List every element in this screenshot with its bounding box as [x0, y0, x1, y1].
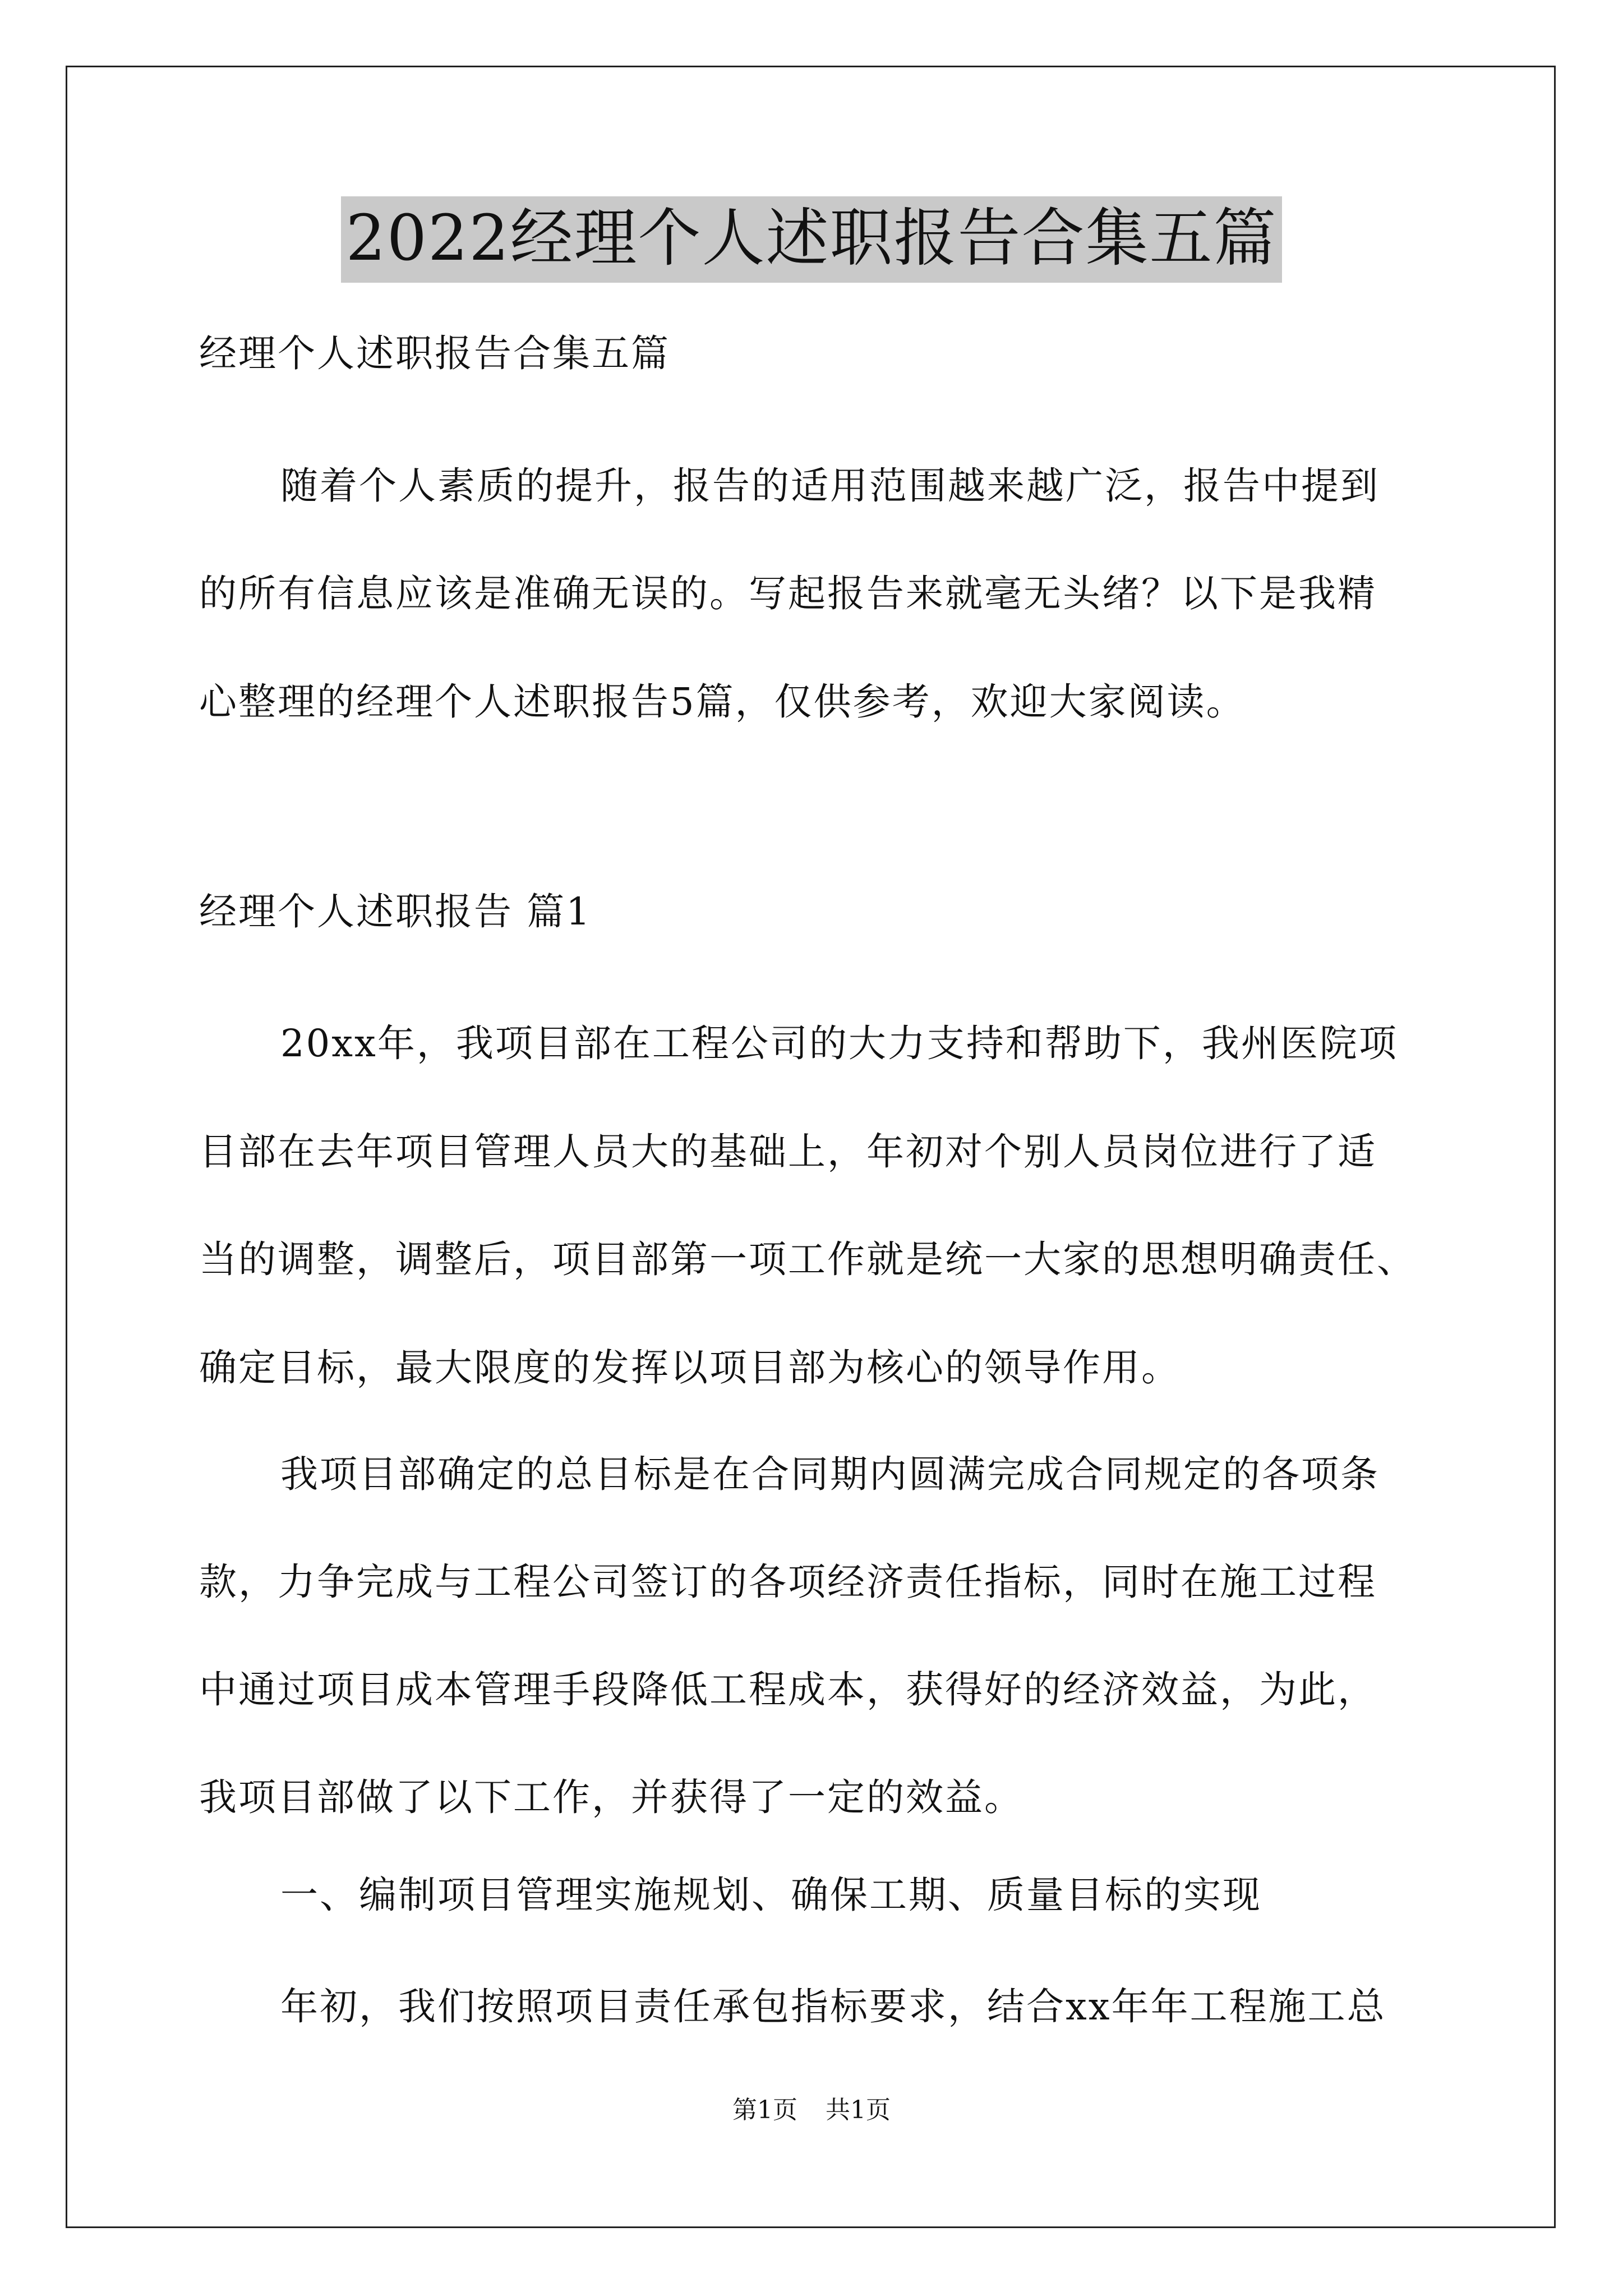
paragraph-line: 我项目部做了以下工作，并获得了一定的效益。: [199, 1775, 1023, 1819]
page-footer: [0, 2093, 1623, 2127]
page-total: 共1页: [826, 2096, 891, 2124]
paragraph-line: 款，力争完成与工程公司签订的各项经济责任指标，同时在施工过程: [199, 1560, 1377, 1604]
paragraph-line: 的所有信息应该是准确无误的。写起报告来就毫无头绪？以下是我精: [199, 572, 1377, 615]
paragraph-line: 确定目标，最大限度的发挥以项目部为核心的领导作用。: [199, 1346, 1181, 1389]
paragraph-line: 一、编制项目管理实施规划、确保工期、质量目标的实现: [280, 1873, 1262, 1917]
paragraph-line: 目部在去年项目管理人员大的基础上，年初对个别人员岗位进行了适: [199, 1130, 1377, 1174]
section-heading: 经理个人述职报告 篇1: [199, 890, 592, 933]
paragraph-line: 年初，我们按照项目责任承包指标要求，结合xx年年工程施工总: [280, 1985, 1386, 2028]
paragraph-line: 中通过项目成本管理手段降低工程成本，获得好的经济效益，为此，: [199, 1668, 1377, 1711]
document-title-text: 2022经理个人述职报告合集五篇: [341, 196, 1281, 283]
paragraph-line: 当的调整，调整后，项目部第一项工作就是统一大家的思想明确责任、: [199, 1237, 1416, 1281]
paragraph-line: 随着个人素质的提升，报告的适用范围越来越广泛，报告中提到: [280, 464, 1380, 508]
paragraph-line: 我项目部确定的总目标是在合同期内圆满完成合同规定的各项条: [280, 1452, 1380, 1496]
document-title: [0, 199, 1623, 278]
page-number: 第1页: [732, 2096, 797, 2124]
document-subtitle: 经理个人述职报告合集五篇: [199, 332, 670, 375]
paragraph-line: 心整理的经理个人述职报告5篇，仅供参考，欢迎大家阅读。: [199, 680, 1246, 724]
paragraph-line: 20xx年，我项目部在工程公司的大力支持和帮助下，我州医院项: [280, 1022, 1398, 1065]
